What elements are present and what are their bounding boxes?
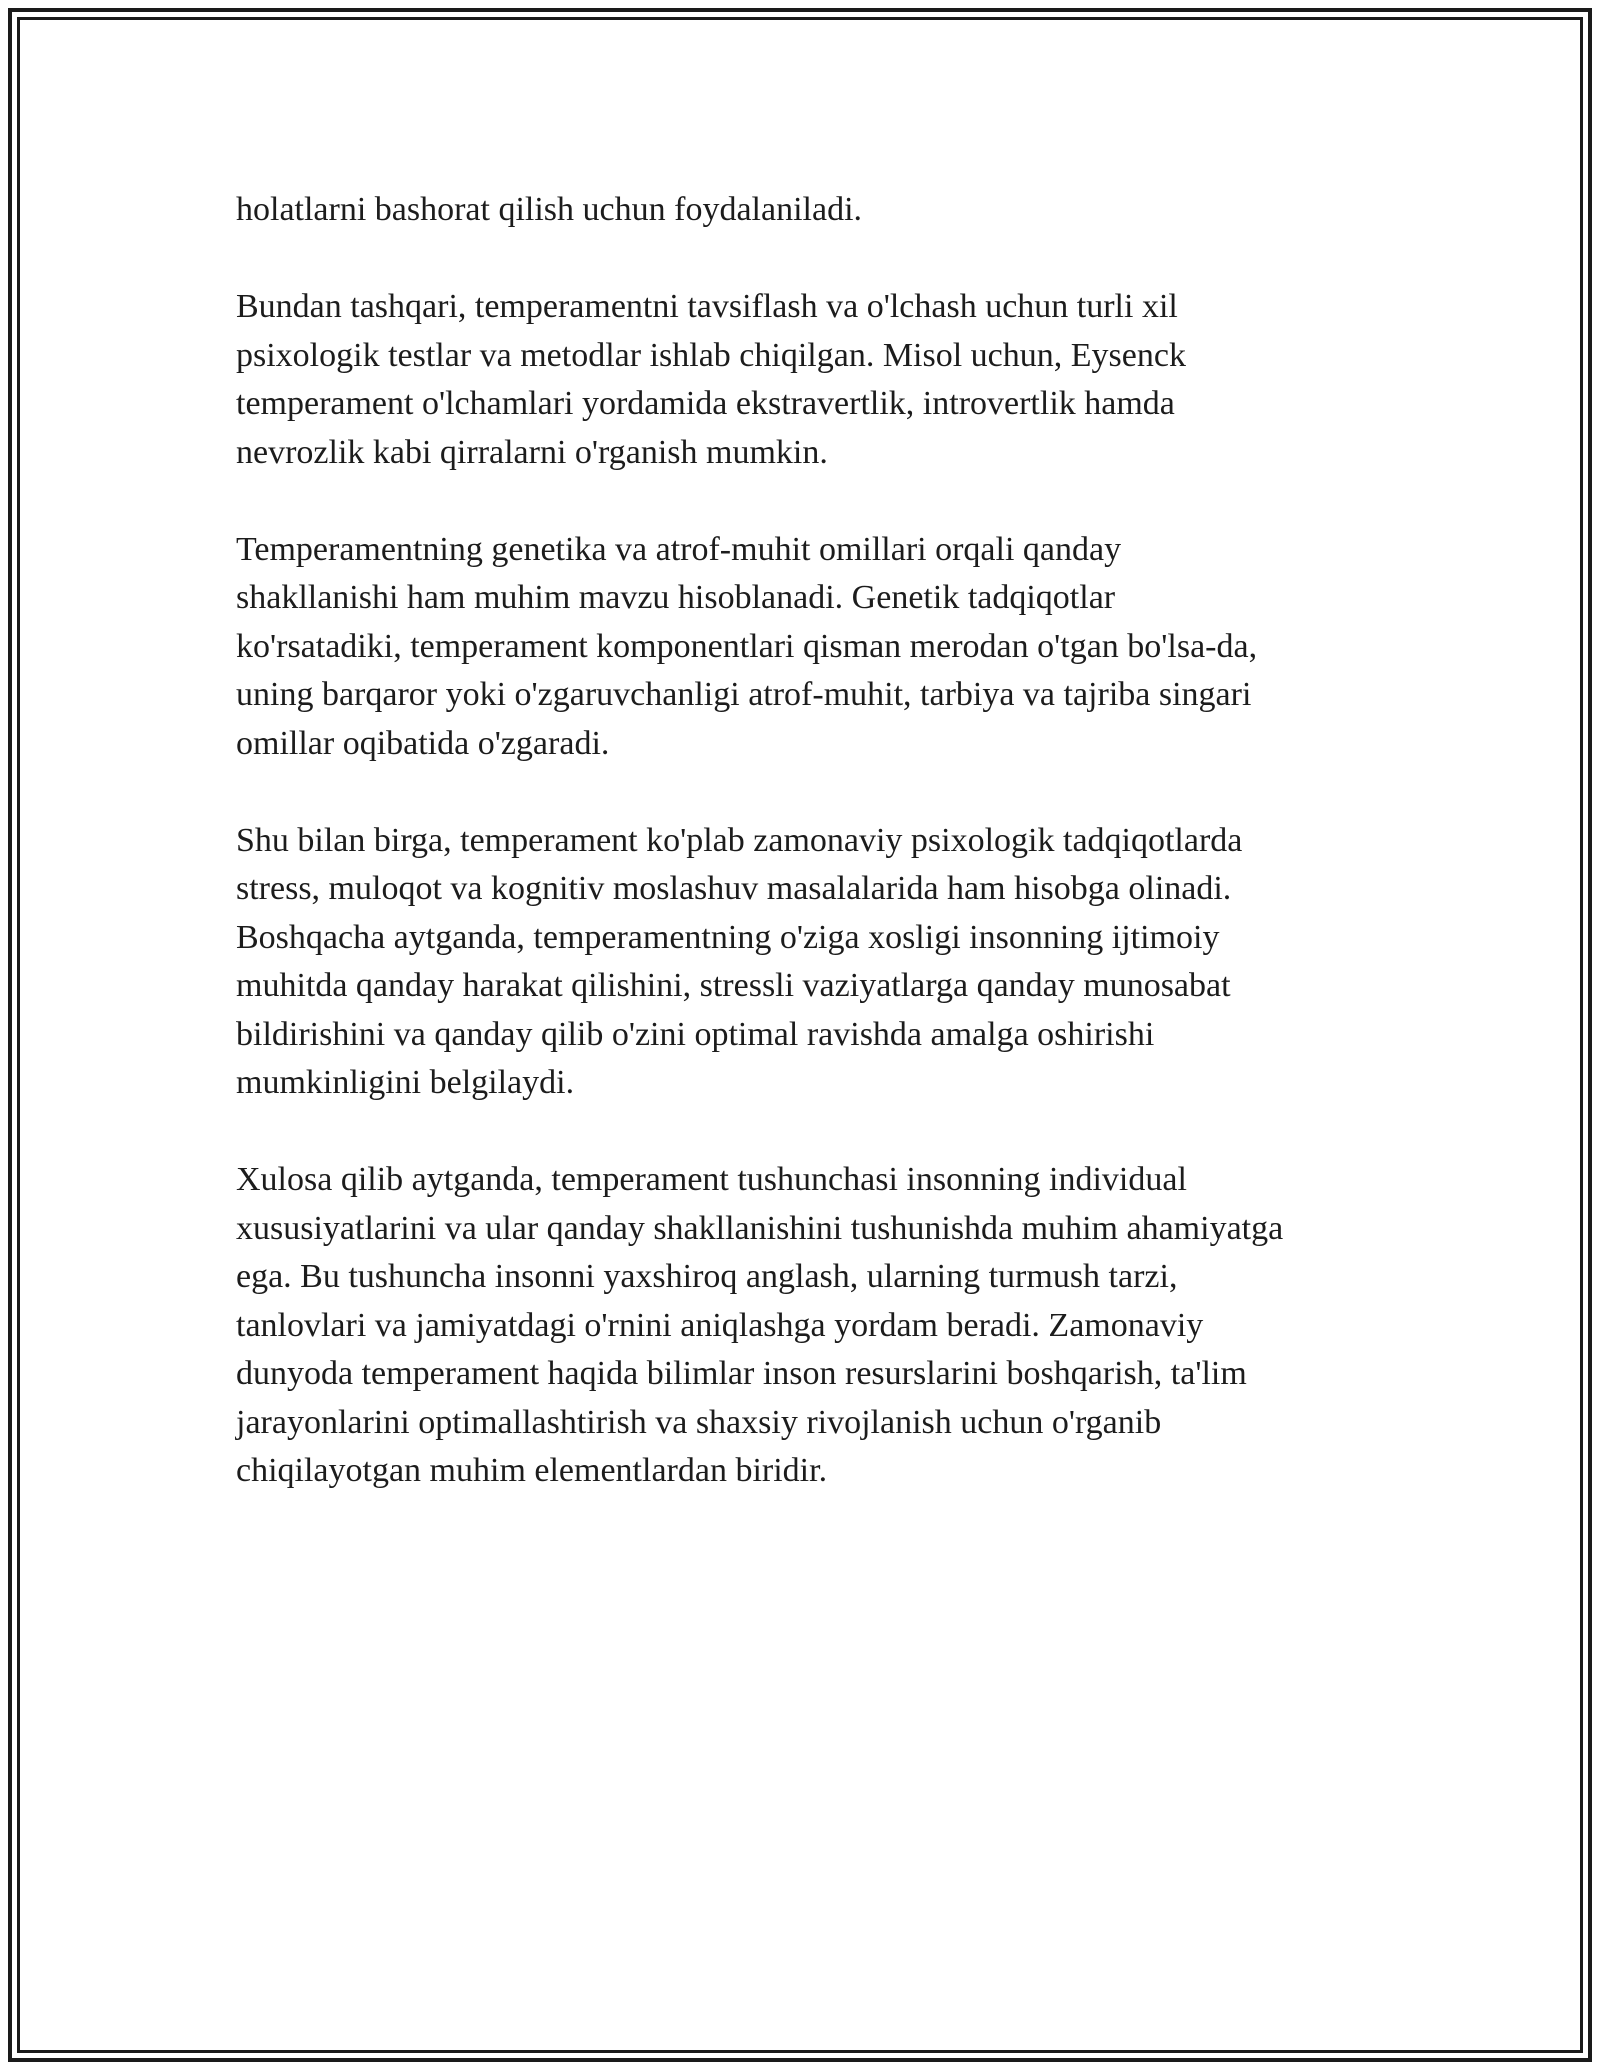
- paragraph-testing-methods: Bundan tashqari, temperamentni tavsiflash va o'lchash uchun turli xil psixologik testlar va metodlar ishlab chiqilgan. Misol uchun, Eysenck temperament o'lchamlari yordamida ekstravertlik, introvertlik hamda nevrozlik kabi qirralarni o'rganish mumkin.: [236, 288, 1186, 471]
- document-body: [236, 186, 1376, 1544]
- paragraph-continuation: holatlarni bashorat qilish uchun foydalaniladi.: [236, 191, 863, 228]
- paragraph-genetics-environment: Temperamentning genetika va atrof-muhit omillari orqali qanday shakllanishi ham muhim mavzu hisoblanadi. Genetik tadqiqotlar ko'rsatadiki, temperament komponentlari qisman merodan o'tgan bo'lsa-da, uning barqaror yoki o'zgaruvchanligi atrof-muhit, tarbiya va tajriba singari omillar oqibatida o'zgaradi.: [236, 530, 1258, 762]
- paragraph-conclusion: Xulosa qilib aytganda, temperament tushunchasi insonning individual xususiyatlarini va ular qanday shakllanishini tushunishda muhim ahamiyatga ega. Bu tushuncha insonni yaxshiroq anglash, ularning turmush tarzi, tanlovlari va jamiyatdagi o'rnini aniqlashga yordam beradi. Zamonaviy dunyoda temperament haqida bilimlar inson resurslarini boshqarish, ta'lim jarayonlarini optimallashtirish va shaxsiy rivojlanish uchun o'rganib chiqilayotgan muhim elementlardan biridir.: [236, 1161, 1284, 1489]
- paragraph-modern-research: Shu bilan birga, temperament ko'plab zamonaviy psixologik tadqiqotlarda stress, muloqot va kognitiv moslashuv masalalarida ham hisobga olinadi. Boshqacha aytganda, temperamentning o'ziga xosligi insonning ijtimoiy muhitda qanday harakat qilishini, stressli vaziyatlarga qanday munosabat bildirishini va qanday qilib o'zini optimal ravishda amalga oshirishi mumkinligini belgilaydi.: [236, 821, 1243, 1101]
